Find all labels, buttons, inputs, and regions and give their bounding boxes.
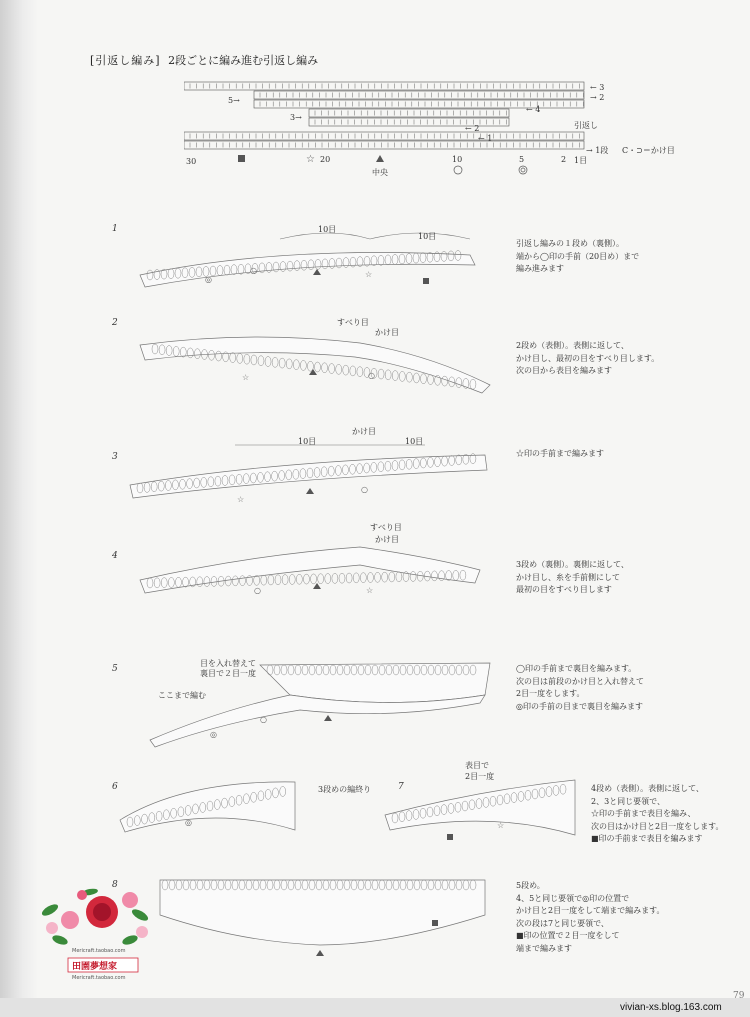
left-marker-5: 5→ <box>228 96 240 105</box>
annotation-10-stitches: 10目 <box>418 232 437 241</box>
col-number-10: 10 <box>452 155 463 164</box>
annotation-purl-k2tog: 裏目で２目一度 <box>200 669 256 678</box>
svg-text:○: ○ <box>368 371 375 380</box>
section-subtitle: 2段ごとに編み進む引返し編み <box>168 54 319 67</box>
instruction-step-5: ◯印の手前まで裏目を編みます。 次の目は前段のかけ目と入れ替えて 2目一度をします。 ◎印の手前の目まで裏目を編みます <box>516 664 644 711</box>
col-number-2: 2 <box>561 155 567 164</box>
instruction-step-4: 3段め（裏側）。裏側に返して、 かけ目し、糸を手前側にして 最初の目をすべり目します <box>516 560 629 594</box>
annotation-slip-stitch: すべり目 <box>370 523 402 532</box>
annotation-yarn-over: かけ目 <box>352 427 376 436</box>
chart-symbols <box>230 150 540 178</box>
instruction-step-1: 引返し編みの１段め（裏側）。 端から◯印の手前（20目め）まで 編み進みます <box>516 239 640 273</box>
step-number-1: 1 <box>112 224 118 234</box>
turn-label: 引返し <box>574 121 598 130</box>
instruction-step-8: 5段め。 4、5と同じ要領で◎印の位置で かけ目と2目一度をして端まで編みます。 次の段は7と同じ要領で、 ■印の位置で２目一度をして 端まで編みます <box>516 881 665 953</box>
flower-logo <box>30 880 160 995</box>
chart-row <box>184 141 584 149</box>
annotation-10-stitches: 10目 <box>298 437 317 446</box>
chart-legend: C・⊃＝かけ目 <box>622 146 675 155</box>
knitting-illustration-1 <box>130 225 510 295</box>
left-marker-3: 3→ <box>290 113 302 122</box>
circle-marker <box>454 166 462 174</box>
chart-row <box>184 132 584 140</box>
annotation-10-stitches: 10目 <box>405 437 424 446</box>
svg-text:◎: ◎ <box>210 730 217 739</box>
svg-text:○: ○ <box>260 715 267 724</box>
chart-row <box>184 82 584 90</box>
mid-marker-2: ← 2 <box>465 124 480 133</box>
watermark-text: vivian-xs.blog.163.com <box>620 1002 722 1013</box>
instruction-step-3: ☆印の手前まで編みます <box>516 449 604 458</box>
knitting-illustration-5 <box>140 655 500 750</box>
knitting-illustration-3 <box>125 440 505 510</box>
chart-row <box>309 109 509 117</box>
knitting-illustration-8 <box>140 870 500 960</box>
col-number-20: 20 <box>320 155 331 164</box>
page-number: 79 <box>733 991 745 1001</box>
svg-text:◎: ◎ <box>185 818 192 827</box>
col-number-5: 5 <box>519 155 525 164</box>
svg-text:○: ○ <box>361 485 368 494</box>
instruction-step-7: 4段め（表側）。表側に返して、 2、3と同じ要領で、 ☆印の手前まで表目を編み、 次の目はかけ目と2目一度をします。 ■印の手前まで表目を編みます <box>591 784 724 843</box>
instruction-step-2: 2段め（表側）。表側に返して、 かけ目し、最初の目をすべり目します。 次の目から表目を編みます <box>516 341 660 375</box>
step-number-5: 5 <box>112 664 118 674</box>
step-number-4: 4 <box>112 551 118 561</box>
row-label-3: ← 3 <box>590 83 605 92</box>
svg-text:☆: ☆ <box>497 821 505 830</box>
svg-text:○: ○ <box>250 266 257 275</box>
annotation-row3-end: 3段めの編終り <box>318 785 372 794</box>
svg-text:☆: ☆ <box>237 495 245 504</box>
row-label-1: → 1段 <box>586 146 609 155</box>
mid-marker-1: ← 1 <box>478 134 493 143</box>
mid-marker-4: ← 4 <box>526 105 541 114</box>
annotation-knit-to-here: ここまで編む <box>158 691 206 700</box>
step-number-3: 3 <box>112 452 118 462</box>
svg-text:○: ○ <box>254 586 261 595</box>
svg-text:☆: ☆ <box>365 270 373 279</box>
knitting-illustration-6 <box>115 770 315 840</box>
step-number-8: 8 <box>112 880 118 890</box>
star-marker: ☆ <box>306 154 315 165</box>
annotation-knit: 表目で <box>465 761 489 770</box>
step-number-2: 2 <box>112 318 118 328</box>
annotation-k2tog: 2目一度 <box>465 772 495 781</box>
chart-row <box>254 91 584 99</box>
svg-text:◎: ◎ <box>205 275 212 284</box>
knitting-illustration-2 <box>130 325 510 405</box>
book-spine-shadow <box>0 0 38 1017</box>
page-title <box>90 52 318 68</box>
square-marker <box>238 155 245 162</box>
knitting-illustration-4 <box>130 535 490 605</box>
step-number-6: 6 <box>112 782 118 792</box>
triangle-marker <box>376 155 384 162</box>
logo-url: Mericraft.taobao.com <box>72 948 126 954</box>
section-label: [引返し編み] <box>90 54 161 67</box>
row-label-2: → 2 <box>590 93 605 102</box>
annotation-slip-stitch: すべり目 <box>337 318 369 327</box>
svg-text:☆: ☆ <box>242 373 250 382</box>
step-number-7: 7 <box>398 782 404 792</box>
annotation-yarn-over: かけ目 <box>375 328 399 337</box>
svg-text:☆: ☆ <box>366 586 374 595</box>
col-number-1: 1目 <box>574 156 588 165</box>
logo-url: Mericraft.taobao.com <box>72 975 126 981</box>
center-label: 中央 <box>372 168 388 177</box>
col-number-30: 30 <box>186 157 197 166</box>
annotation-swap-stitches: 目を入れ替えて <box>200 659 256 668</box>
double-circle-marker <box>519 166 527 174</box>
annotation-10-stitches: 10目 <box>318 225 337 234</box>
logo-title: 田園夢想家 <box>72 962 118 972</box>
annotation-yarn-over: かけ目 <box>375 535 399 544</box>
